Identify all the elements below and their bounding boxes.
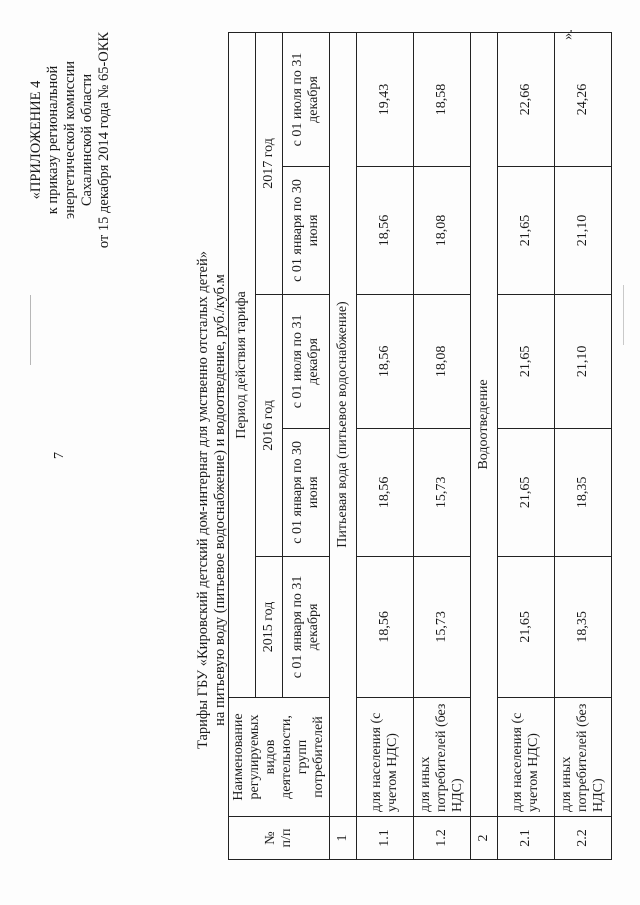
section-row [471, 33, 498, 860]
header-subperiod: с 01 июля по 31 декабря [282, 294, 329, 428]
row-num: 1.1 [357, 817, 414, 860]
annex-line: «ПРИЛОЖЕНИЕ 4 [28, 80, 44, 200]
annex-line: энергетической комиссии [62, 60, 78, 220]
header-period: Период действия тарифа [229, 33, 256, 698]
section-title: Водоотведение [471, 33, 498, 817]
title-line: на питьевую воду (питьевое водоснабжение) и водоотведение, руб./куб.м [212, 274, 228, 726]
table-row [357, 33, 414, 860]
header-subperiod: с 01 января по 30 июня [282, 428, 329, 556]
header-year: 2017 год [255, 33, 282, 295]
row-name: для населения (с учетом НДС) [498, 698, 555, 817]
header-subperiod: с 01 июля по 31 декабря [282, 33, 329, 167]
table-row [555, 33, 612, 860]
scan-artifact-line [623, 285, 624, 345]
row-value: 21,10 [555, 294, 612, 428]
section-row [330, 33, 357, 860]
row-value: 24,26 [555, 33, 612, 167]
section-title: Питьевая вода (питьевое водоснабжение) [330, 33, 357, 817]
row-name: для населения (с учетом НДС) [357, 698, 414, 817]
header-name: Наименование регулируемых видов деятельности, групп потребителей [229, 698, 330, 817]
header-subperiod: с 01 января по 30 июня [282, 166, 329, 294]
row-value: 18,56 [357, 556, 414, 697]
title-line: Тарифы ГБУ «Кировский детский дом-интернат для умственно отсталых детей» [195, 250, 211, 750]
page-number: 7 [52, 452, 67, 459]
scan-artifact-line [30, 295, 31, 365]
row-value: 18,08 [414, 294, 471, 428]
row-value: 22,66 [498, 33, 555, 167]
row-value: 21,65 [498, 556, 555, 697]
row-name: для иных потребителей (без НДС) [414, 698, 471, 817]
row-value: 18,35 [555, 556, 612, 697]
row-value: 18,58 [414, 33, 471, 167]
annex-line: Сахалинской области [79, 73, 95, 207]
header-subperiod: с 01 января по 31 декабря [282, 556, 329, 697]
row-value: 21,65 [498, 294, 555, 428]
section-num: 1 [330, 817, 357, 860]
row-value: 19,43 [357, 33, 414, 167]
table-header-row [229, 33, 256, 860]
row-value: 21,65 [498, 166, 555, 294]
row-num: 2.2 [555, 817, 612, 860]
row-value: 18,56 [357, 294, 414, 428]
row-value: 21,65 [498, 428, 555, 556]
header-year: 2016 год [255, 294, 282, 556]
row-value: 18,56 [357, 428, 414, 556]
annex-line: к приказу региональной [45, 65, 61, 215]
header-num: № п/п [229, 817, 330, 860]
section-num: 2 [471, 817, 498, 860]
table-row [498, 33, 555, 860]
document-title [195, 155, 229, 845]
row-value: 18,35 [555, 428, 612, 556]
row-num: 2.1 [498, 817, 555, 860]
row-num: 1.2 [414, 817, 471, 860]
row-value: 21,10 [555, 166, 612, 294]
row-value: 18,08 [414, 166, 471, 294]
tariff-table [228, 32, 612, 860]
row-value: 15,73 [414, 556, 471, 697]
header-year: 2015 год [255, 556, 282, 697]
annex-header [28, 10, 113, 270]
annex-line: от 15 декабря 2014 года № 65-ОКК [96, 31, 112, 249]
closing-quote: ». [560, 29, 576, 40]
row-name: для иных потребителей (без НДС) [555, 698, 612, 817]
row-value: 15,73 [414, 428, 471, 556]
row-value: 18,56 [357, 166, 414, 294]
table-row [414, 33, 471, 860]
